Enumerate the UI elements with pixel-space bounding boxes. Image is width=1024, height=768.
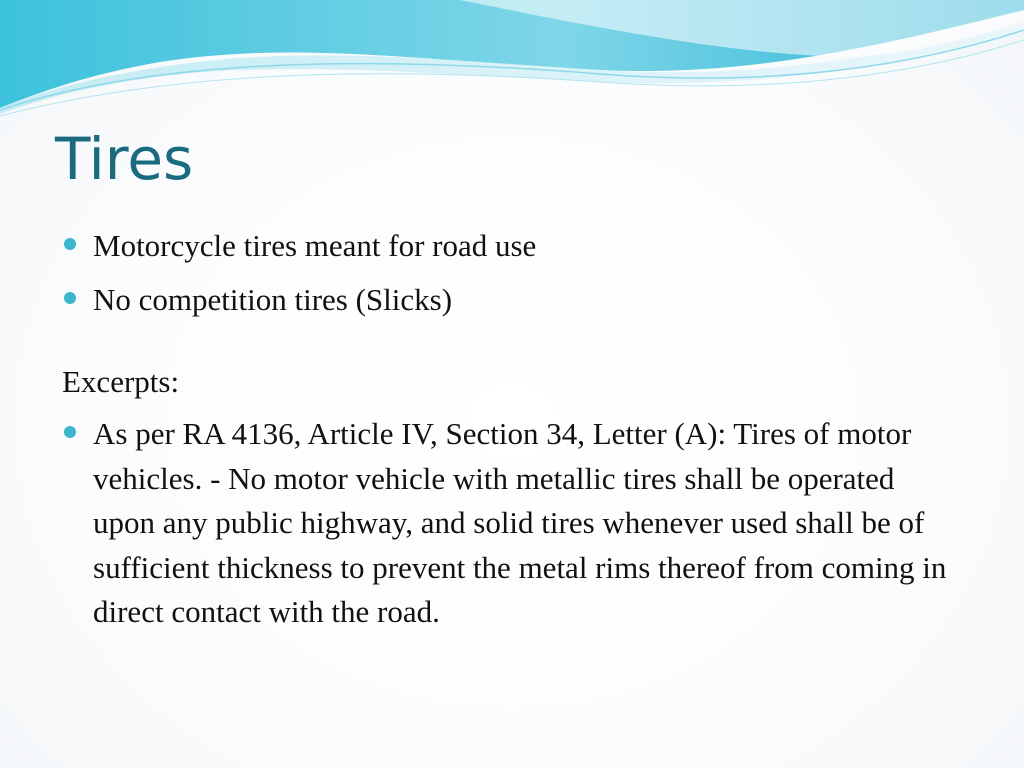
excerpt-bullet-item	[62, 412, 962, 635]
slide-body	[62, 224, 962, 645]
bullet-dot-icon	[64, 292, 76, 304]
bullet-list	[62, 224, 962, 322]
excerpt-list	[62, 412, 962, 635]
bullet-text: No competition tires (Slicks)	[93, 282, 453, 317]
header-wave-decoration	[0, 0, 1024, 120]
bullet-dot-icon	[64, 238, 76, 250]
bullet-item	[62, 224, 962, 268]
bullet-item	[62, 278, 962, 322]
bullet-dot-icon	[64, 426, 76, 438]
excerpts-label: Excerpts:	[62, 364, 180, 399]
bullet-text: Motorcycle tires meant for road use	[93, 228, 537, 263]
slide-title: Tires	[55, 125, 194, 193]
excerpt-text: As per RA 4136, Article IV, Section 34, Letter (A): Tires of motor vehicles. - No motor vehicle with metallic tires shall be operated upon any public highway, and solid tires whenever used shall be of sufficient thickness to prevent the metal rims thereof from coming in direct contact with the road.	[93, 416, 947, 629]
